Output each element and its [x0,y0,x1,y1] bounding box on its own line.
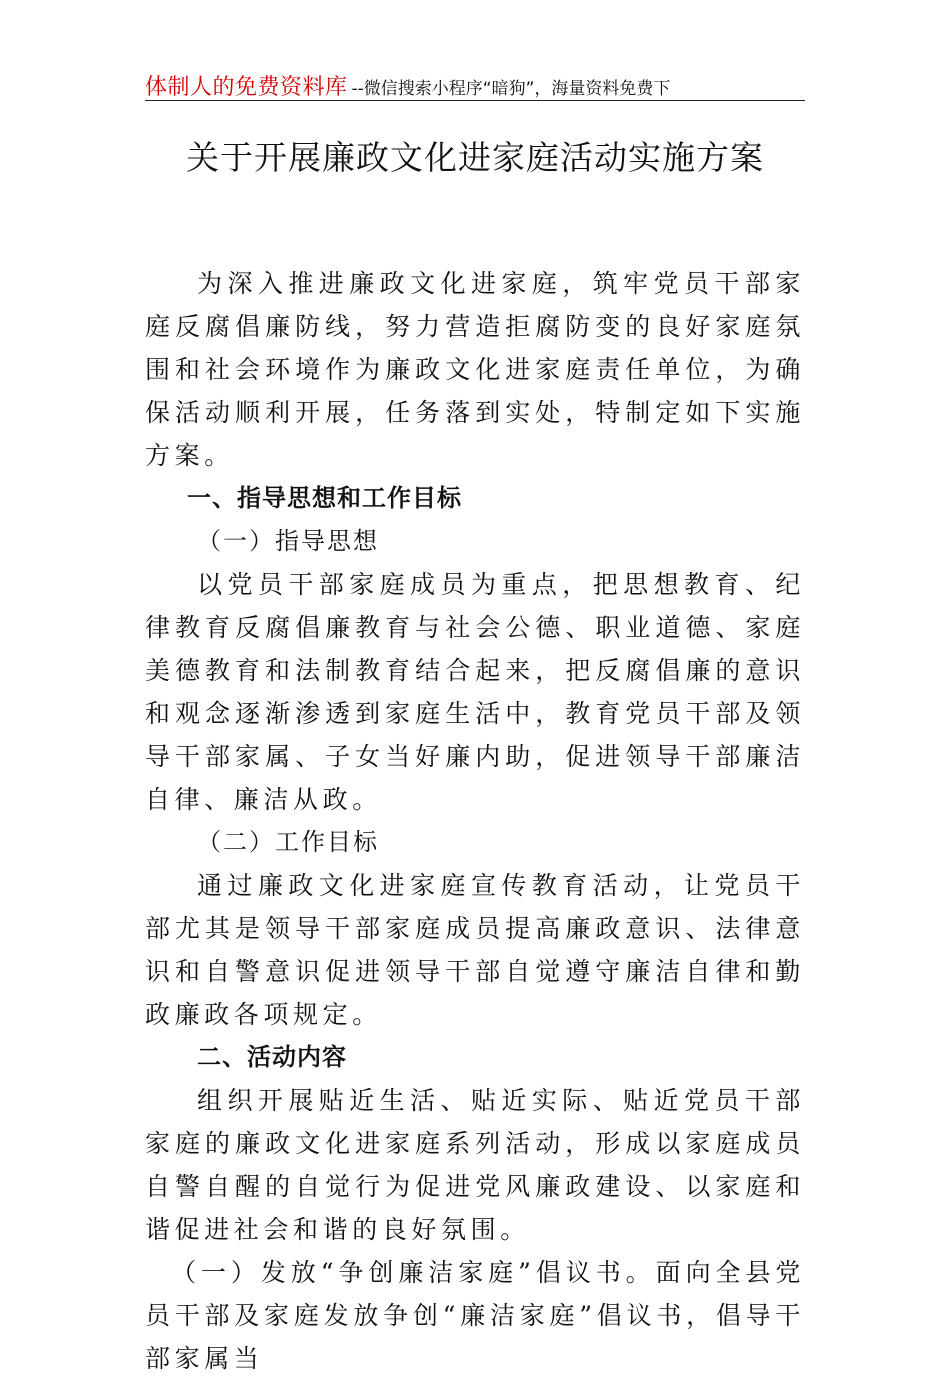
document-body [145,262,805,1380]
intro-paragraph: 为深入推进廉政文化进家庭，筑牢党员干部家庭反腐倡廉防线，努力营造拒腐防变的良好家庭氛围和社会环境作为廉政文化进家庭责任单位，为确保活动顺利开展，任务落到实处，特制定如下实施方案。 [145,269,805,470]
section1-sub2-paragraph: 通过廉政文化进家庭宣传教育活动，让党员干部尤其是领导干部家庭成员提高廉政意识、法律意识和自警意识促进领导干部自觉遵守廉洁自律和勤政廉政各项规定。 [145,871,805,1029]
header-promo: --微信搜索小程序“暗狗”，海量资料免费下 [351,79,671,99]
document-title: 关于开展廉政文化进家庭活动实施方案 [186,138,764,177]
section2-heading: 二、活动内容 [197,1043,347,1071]
section1-heading: 一、指导思想和工作目标 [187,484,462,512]
section1-sub2-heading: （二）工作目标 [197,828,379,856]
section2-paragraph: 组织开展贴近生活、贴近实际、贴近党员干部家庭的廉政文化进家庭系列活动，形成以家庭成员自警自醒的自觉行为促进党风廉政建设、以家庭和谐促进社会和谐的良好氛围。 [145,1086,805,1244]
section1-sub1-paragraph: 以党员干部家庭成员为重点，把思想教育、纪律教育反腐倡廉教育与社会公德、职业道德、家庭美德教育和法制教育结合起来，把反腐倡廉的意识和观念逐渐渗透到家庭生活中，教育党员干部及领导干部家属、子女当好廉内助，促进领导干部廉洁自律、廉洁从政。 [145,570,805,814]
section2-item1-paragraph: （一）发放“争创廉洁家庭”倡议书。面向全县党员干部及家庭发放争创“廉洁家庭”倡议书，倡导干部家属当 [145,1258,805,1373]
header-brand: 体制人的免费资料库 [145,75,348,100]
page-header [145,70,805,101]
section1-sub1-heading: （一）指导思想 [197,527,379,555]
